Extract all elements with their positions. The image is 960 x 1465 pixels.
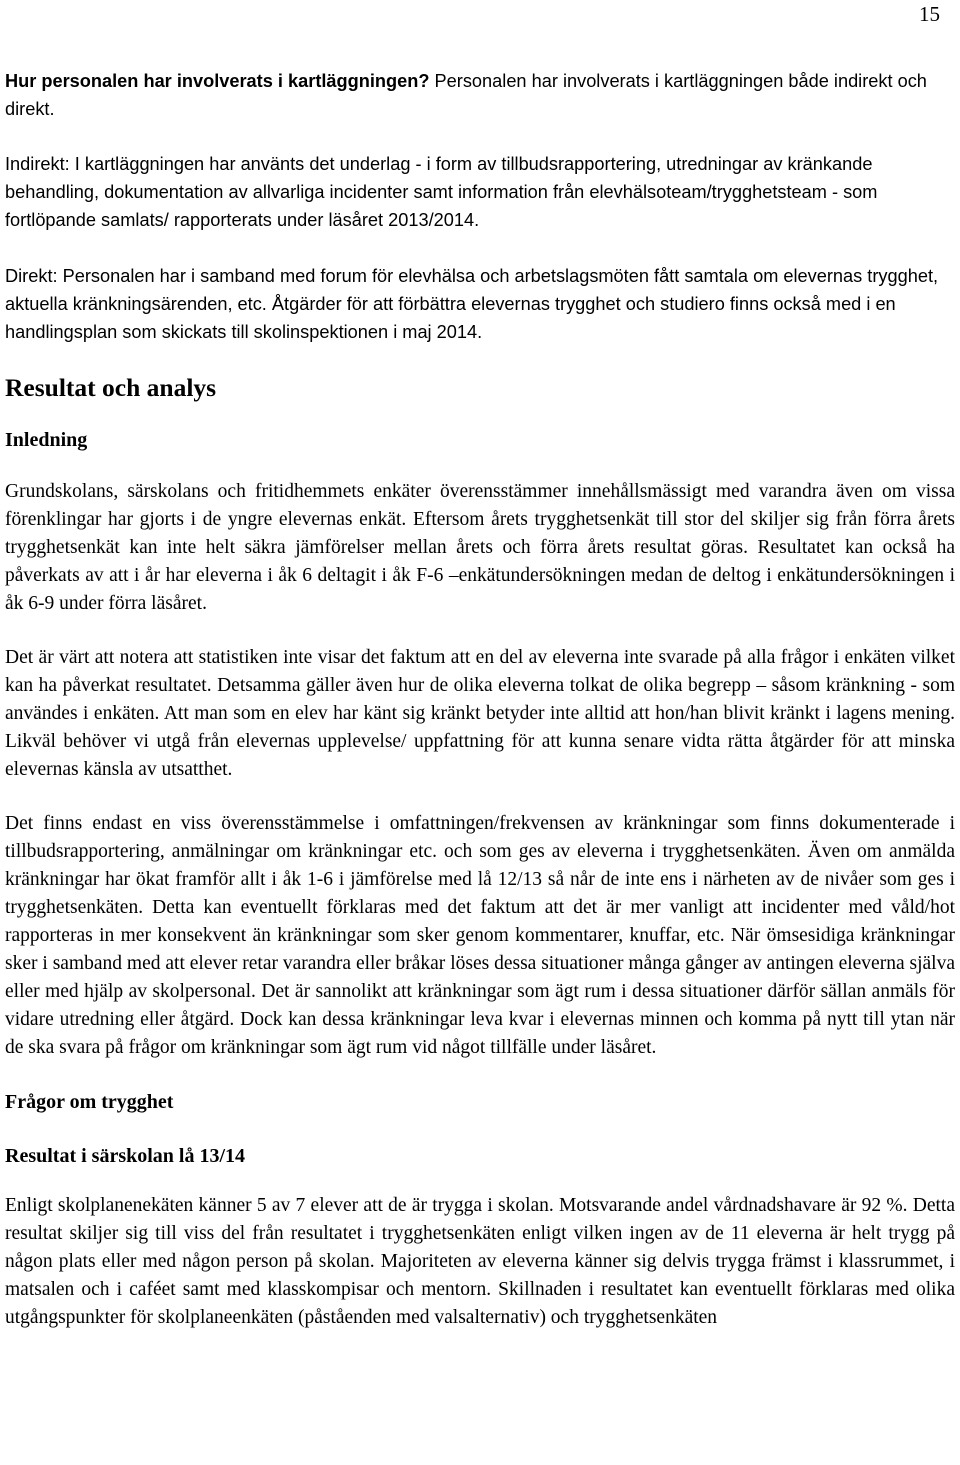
special-school-paragraph: Enligt skolplanenekäten känner 5 av 7 elever att de är trygga i skolan. Motsvarande andel vårdnadshavare är 92 %. Detta resultat skiljer sig till viss del från resultatet i trygghetsenkäten enligt vilken ingen av de 11 eleverna är helt trygg på någon plats eller med någon person på skolan. Majoriteten av eleverna känner sig delvis trygga främst i klassrummet, i matsalen och i caféet samt med klasskompisar och mentorn. Skillnaden i resultatet kan eventuellt förklaras med olika utgångspunkter för skolplaneenkäten (påståenden med valsalternativ) och trygghetsenkäten (5, 1195, 955, 1328)
involvement-question: Hur personalen har involverats i kartläggningen? (5, 71, 430, 91)
safety-heading: Frågor om trygghet (5, 1091, 174, 1113)
intro-paragraph: Grundskolans, särskolans och fritidhemmets enkäter överensstämmer innehållsmässigt med varandra även om vissa förenklingar har gjorts i de yngre elevernas enkät. Eftersom årets trygghetsenkät till stor del skiljer sig från förra årets trygghetsenkät kan inte helt säkra jämförelser mellan årets och förra årets resultat göras. Resultatet kan också ha påverkats av att i år har eleverna i åk 6 deltagit i åk F-6 –enkätundersökningen medan de deltog i enkätundersökningen i åk 6-9 under förra läsåret. (5, 481, 955, 614)
direct-paragraph: Direkt: Personalen har i samband med forum för elevhälsa och arbetslagsmöten fått samtala om elevernas trygghet, aktuella kränkningsärenden, etc. Åtgärder för att förbättra elevernas trygghet och studiero finns också med i en handlingsplan som skickats till skolinspektionen i maj 2014. (5, 266, 939, 342)
page-number: 15 (919, 2, 940, 26)
intro-heading: Inledning (5, 429, 88, 451)
results-heading: Resultat och analys (5, 373, 217, 402)
involvement-answer: Personalen har involverats i kartläggningen både indirekt och direkt. (5, 71, 927, 119)
document-body (5, 67, 955, 1332)
statistics-paragraph: Det är värt att notera att statistiken inte visar det faktum att en del av eleverna inte svarade på alla frågor i enkäten vilket kan ha påverkat resultatet. Detsamma gäller även hur de olika eleverna tolkat de olika begrepp – såsom kränkning - som användes i enkäten. Att man som en elev har känt sig kränkt betyder inte alltid att hon/han blivit kränkt i lagens mening. Likväl behöver vi utgå från elevernas upplevelse/ uppfattning för att kunna senare vidta rätta åtgärder för att minska elevernas känsla av utsatthet. (5, 647, 955, 780)
indirect-paragraph: Indirekt: I kartläggningen har använts det underlag - i form av tillbudsrapportering, utredningar av kränkande behandling, dokumentation av allvarliga incidenter samt information från elevhälsoteam/trygghetsteam - som fortlöpande samlats/ rapporterats under läsåret 2013/2014. (5, 154, 878, 230)
special-school-heading: Resultat i särskolan lå 13/14 (5, 1145, 246, 1167)
involvement-paragraph (5, 67, 955, 123)
documentation-paragraph: Det finns endast en viss överensstämmelse i omfattningen/frekvensen av kränkningar som finns dokumenterade i tillbudsrapportering, anmälningar om kränkningar etc. och som ges av eleverna i trygghetsenkäten. Även om anmälda kränkningar har ökat framför allt i åk 1-6 i jämförelse med lå 12/13 så når de inte ens i närheten av de nivåer som ges i trygghetsenkäten. Detta kan eventuellt förklaras med det faktum att det är mer vanligt att incidenter med våld/hot rapporteras in mer konsekvent än kränkningar som sker genom kommentarer, knuffar, etc. När ömsesidiga kränkningar sker i samband med att elever retar varandra eller bråkar löses dessa situationer många gånger av antingen eleverna själva eller med hjälp av skolpersonal. Det är sannolikt att kränkningar som ägt rum i dessa situationer därför sällan anmäls för vidare utredning eller åtgärd. Dock kan dessa kränkningar leva kvar i elevernas minnen och komma på nytt till ytan när de ska svara på frågor om kränkningar som ägt rum vid något tillfälle under läsåret. (5, 813, 955, 1058)
